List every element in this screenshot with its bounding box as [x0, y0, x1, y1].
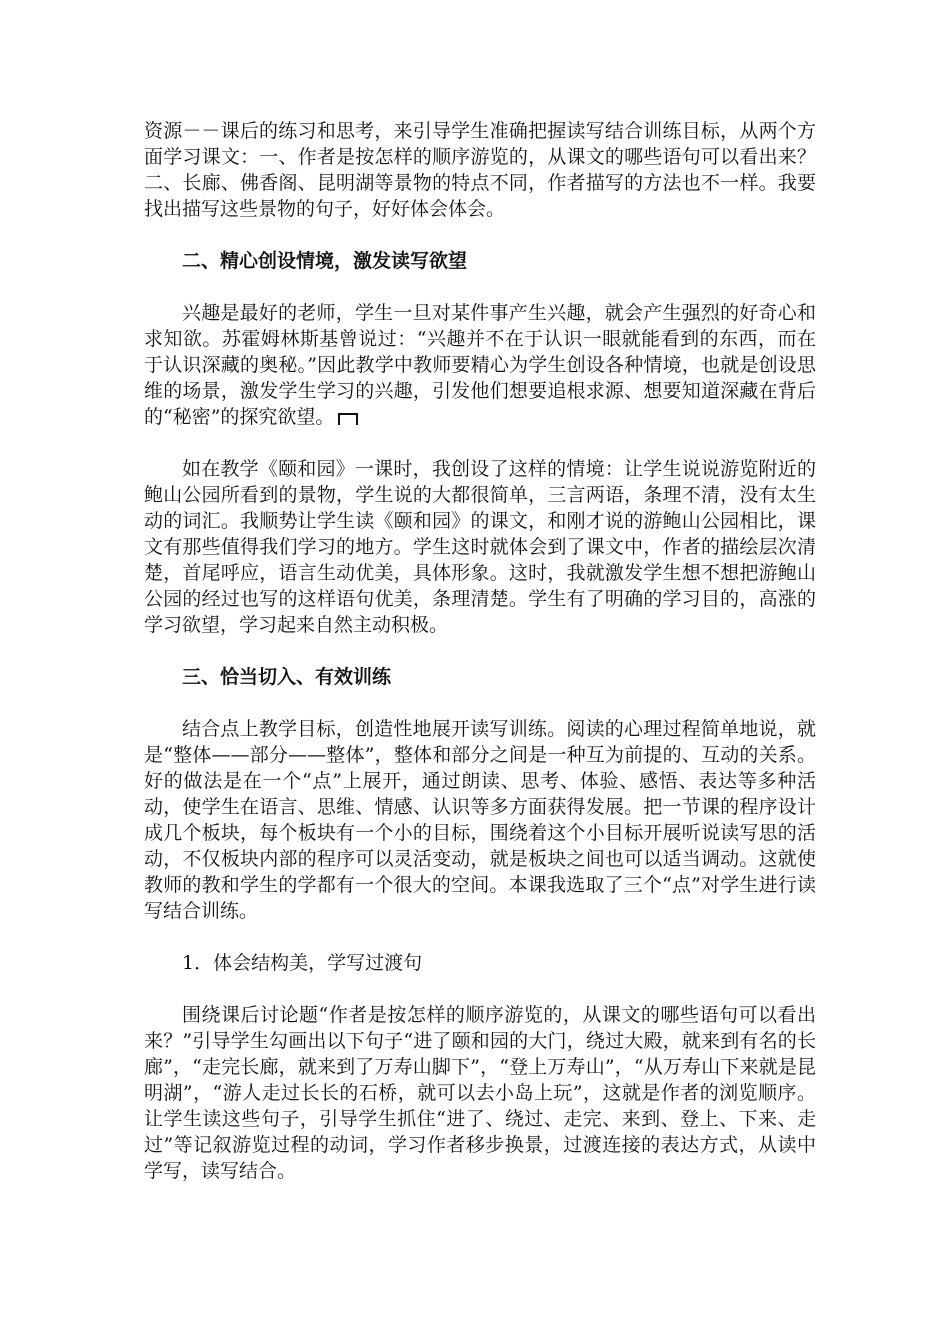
- section-heading-3: 三、恰当切入、有效训练: [182, 666, 392, 688]
- interest-paragraph: [144, 300, 816, 430]
- spacer: [144, 638, 816, 664]
- transition-paragraph: 围绕课后讨论题“作者是按怎样的顺序游览的，从课文的哪些语句可以看出来？”引导学生勾画出以下句子“进了颐和园的大门，绕过大殿，就来到有名的长廊”，“走完长廊，就来到了万寿山脚下”，“登上万寿山”，“从万寿山下来就是昆明湖”，“游人走过长长的石桥，就可以去小岛上玩”，这就是作者的浏览顺序。让学生读这些句子，引导学生抓住“进了、绕过、走完、来到、登上、下来、走过”等记叙游览过程的动词，学习作者移步换景，过渡连接的表达方式，从读中学写，读写结合。: [144, 1004, 816, 1182]
- bracket-mark-icon: [338, 413, 358, 425]
- spacer: [144, 924, 816, 950]
- intro-paragraph: 资源－－课后的练习和思考，来引导学生准确把握读写结合训练目标，从两个方面学习课文：一、作者是按怎样的顺序游览的，从课文的哪些语句可以看出来？二、长廊、佛香阁、昆明湖等景物的特点不同，作者描写的方法也不一样。我要找出描写这些景物的句子，好好体会体会。: [144, 120, 816, 220]
- example-paragraph: 如在教学《颐和园》一课时，我创设了这样的情境：让学生说说游览附近的鲍山公园所看到的景物，学生说的大都很简单，三言两语，条理不清，没有太生动的词汇。我顺势让学生读《颐和园》的课文，和刚才说的游鲍山公园相比，课文有那些值得我们学习的地方。学生这时就体会到了课文中，作者的描绘层次清楚，首尾呼应，语言生动优美，具体形象。这时，我就激发学生想不想把游鲍山公园的经过也写的这样语句优美，条理清楚。学生有了明确的学习目的，高涨的学习欲望，学习起来自然主动积极。: [144, 458, 816, 636]
- spacer: [144, 430, 816, 456]
- interest-text: 兴趣是最好的老师，学生一旦对某件事产生兴趣，就会产生强烈的好奇心和求知欲。苏霍姆林斯基曾说过：“兴趣并不在于认识一眼就能看到的东西，而在于认识深藏的奥秘。”因此教学中教师要精心为学生创设各种情境，也就是创设思维的场景，激发学生学习的兴趣，引发他们想要追根求源、想要知道深藏在背后的“秘密”的探究欲望。: [144, 302, 816, 428]
- section-heading-2: 二、精心创设情境，激发读写欲望: [182, 250, 468, 272]
- document-page: [144, 118, 816, 1184]
- spacer: [144, 690, 816, 716]
- training-paragraph: 结合点上教学目标，创造性地展开读写训练。阅读的心理过程简单地说，就是“整体——部分——整体”，整体和部分之间是一种互为前提的、互动的关系。好的做法是在一个“点”上展开，通过朗读、思考、体验、感悟、表达等多种活动，使学生在语言、思维、情感、认识等多方面获得发展。把一节课的程序设计成几个板块，每个板块有一个小的目标，围绕着这个小目标开展听说读写思的活动，不仅板块内部的程序可以灵活变动，就是板块之间也可以适当调动。这就使教师的教和学生的学都有一个很大的空间。本课我选取了三个“点”对学生进行读写结合训练。: [144, 718, 816, 922]
- spacer: [144, 274, 816, 300]
- spacer: [144, 976, 816, 1002]
- subsection-heading-1: 1．体会结构美，学写过渡句: [182, 952, 423, 974]
- spacer: [144, 222, 816, 248]
